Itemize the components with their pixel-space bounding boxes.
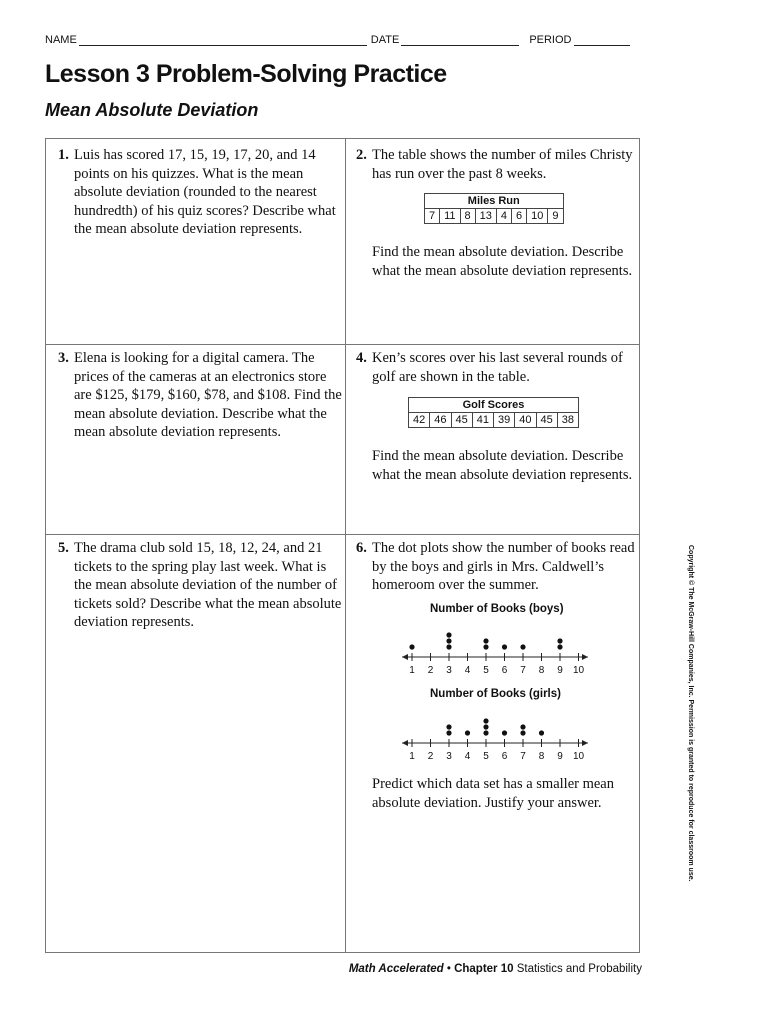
data-dot: [502, 644, 507, 649]
table-cell: 6: [512, 209, 527, 224]
date-label: DATE: [370, 34, 400, 46]
problem-text: The dot plots show the number of books read by the boys and girls in Mrs. Caldwell’s homeroom over the summer.: [372, 540, 635, 593]
data-dot: [483, 724, 488, 729]
table-cell: 7: [425, 209, 440, 224]
problem-2: [356, 146, 640, 183]
tick-label: 5: [483, 665, 489, 676]
dot-plot-boys-title: Number of Books (boys): [430, 603, 564, 615]
problem-text: Find the mean absolute deviation. Describe what the mean absolute deviation represents.: [372, 448, 633, 483]
footer-bullet: •: [446, 963, 451, 975]
tick-label: 3: [446, 751, 452, 762]
miles-run-table: [424, 193, 564, 224]
table-cell: 45: [536, 413, 557, 428]
table-cell: 42: [409, 413, 430, 428]
data-dot: [446, 644, 451, 649]
data-dot: [483, 638, 488, 643]
tick-label: 1: [409, 665, 415, 676]
data-dot: [557, 644, 562, 649]
tick-label: 5: [483, 751, 489, 762]
period-label: PERIOD: [529, 34, 572, 46]
tick-label: 6: [501, 665, 508, 676]
tick-label: 9: [557, 665, 563, 676]
tick-label: 7: [520, 751, 526, 762]
name-label: NAME: [45, 34, 77, 46]
problem-number: 4.: [356, 350, 367, 366]
tick-label: 1: [409, 751, 415, 762]
dot-plot-girls-title: Number of Books (girls): [430, 688, 561, 700]
dot-plot-boys: [394, 621, 594, 677]
table-cell: 46: [430, 413, 451, 428]
tick-label: 4: [464, 665, 471, 676]
table-cell: 11: [440, 209, 460, 224]
problem-2-followup: [356, 243, 640, 280]
problem-number: 2.: [356, 147, 367, 163]
grid-divider-row-2: [46, 534, 639, 535]
problem-4: [356, 349, 640, 386]
footer-book-title: Math Accelerated: [348, 963, 444, 975]
problem-3: [58, 349, 342, 442]
copyright-notice: Copyright © The McGraw-Hill Companies, Inc. Permission is granted to reproduce for classroom use.: [687, 545, 694, 882]
table-caption: Miles Run: [425, 194, 564, 209]
footer-topic: Statistics and Probability: [516, 963, 642, 975]
data-dot: [483, 718, 488, 723]
tick-label: 10: [572, 665, 585, 676]
problem-text: The table shows the number of miles Christy has run over the past 8 weeks.: [372, 147, 633, 182]
data-dot: [520, 724, 525, 729]
golf-scores-table: [408, 397, 579, 428]
table-row: [409, 413, 579, 428]
table-caption: Golf Scores: [409, 398, 579, 413]
page-title: Lesson 3 Problem-Solving Practice: [45, 60, 447, 88]
table-cell: 38: [557, 413, 578, 428]
problem-text: Ken’s scores over his last several rounds of golf are shown in the table.: [372, 350, 623, 385]
grid-divider-vertical: [345, 139, 346, 952]
tick-label: 2: [427, 751, 434, 762]
data-dot: [446, 638, 451, 643]
data-dot: [520, 730, 525, 735]
tick-label: 6: [501, 751, 508, 762]
table-cell: 40: [515, 413, 536, 428]
page-footer: [349, 963, 642, 975]
page-subtitle: Mean Absolute Deviation: [45, 100, 259, 120]
data-dot: [446, 632, 451, 637]
problem-number: 5.: [58, 540, 69, 556]
arrow-right-icon: [582, 654, 588, 660]
period-line[interactable]: [574, 34, 630, 46]
data-dot: [446, 724, 451, 729]
footer-chapter: Chapter 10: [454, 963, 514, 975]
arrow-left-icon: [402, 654, 408, 660]
problem-text: Predict which data set has a smaller mean absolute deviation. Justify your answer.: [372, 776, 614, 811]
data-dot: [502, 730, 507, 735]
table-cell: 13: [475, 209, 496, 224]
tick-label: 4: [464, 751, 471, 762]
table-cell: 45: [451, 413, 472, 428]
dot-plot-girls: [394, 707, 594, 763]
data-dot: [483, 644, 488, 649]
student-info-header: [45, 34, 645, 46]
problem-1: [58, 146, 342, 239]
tick-label: 10: [572, 751, 585, 762]
table-cell: 41: [472, 413, 493, 428]
arrow-right-icon: [582, 740, 588, 746]
tick-label: 9: [557, 751, 563, 762]
problem-grid: [45, 138, 640, 953]
table-cell: 8: [460, 209, 475, 224]
tick-label: 2: [427, 665, 434, 676]
date-line[interactable]: [401, 34, 519, 46]
problem-5: [58, 539, 342, 632]
problem-number: 1.: [58, 147, 69, 163]
problem-text: Find the mean absolute deviation. Describe what the mean absolute deviation represents.: [372, 244, 633, 279]
problem-6-followup: [356, 775, 640, 812]
data-dot: [520, 644, 525, 649]
table-row: [425, 209, 564, 224]
data-dot: [483, 730, 488, 735]
table-cell: 10: [527, 209, 548, 224]
grid-divider-row-1: [46, 344, 639, 345]
problem-text: The drama club sold 15, 18, 12, 24, and 21 tickets to the spring play last week. What is the mean absolute deviation of the number of tickets sold? Describe what the mean absolute deviation represents.: [74, 540, 342, 630]
table-cell: 9: [548, 209, 563, 224]
table-cell: 4: [496, 209, 511, 224]
problem-text: Elena is looking for a digital camera. The prices of the cameras at an electronics store are $125, $179, $160, $78, and $108. Find the mean absolute deviation. Describe what the mean absolute deviation represents.: [74, 350, 342, 440]
table-cell: 39: [494, 413, 515, 428]
tick-label: 8: [538, 751, 545, 762]
problem-number: 3.: [58, 350, 69, 366]
data-dot: [539, 730, 544, 735]
problem-6: [356, 539, 640, 595]
data-dot: [409, 644, 414, 649]
problem-number: 6.: [356, 540, 367, 556]
tick-label: 3: [446, 665, 452, 676]
tick-label: 8: [538, 665, 545, 676]
data-dot: [465, 730, 470, 735]
data-dot: [557, 638, 562, 643]
data-dot: [446, 730, 451, 735]
tick-label: 7: [520, 665, 526, 676]
arrow-left-icon: [402, 740, 408, 746]
problem-4-followup: [356, 447, 640, 484]
problem-text: Luis has scored 17, 15, 19, 17, 20, and 14 points on his quizzes. What is the mean absolute deviation (rounded to the nearest hundredth) of his quiz scores? Describe what the mean absolute deviation represents.: [74, 147, 336, 237]
name-line[interactable]: [79, 34, 367, 46]
